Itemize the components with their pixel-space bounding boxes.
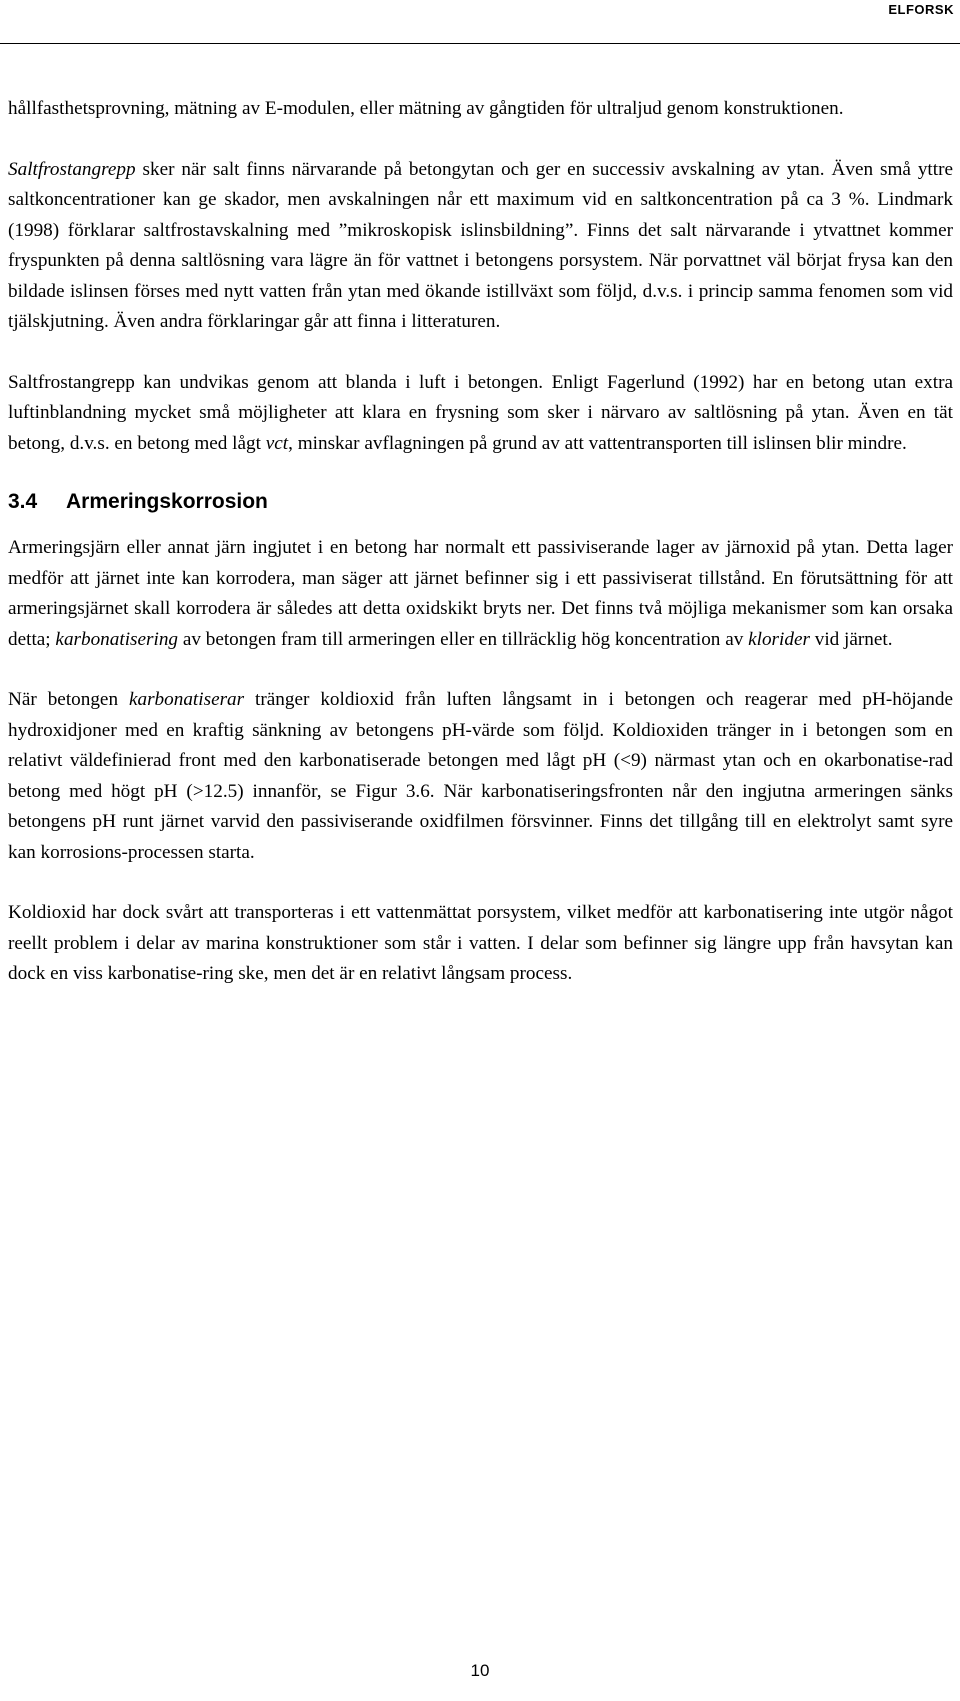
section-number: 3.4	[8, 490, 38, 513]
section-heading	[8, 487, 953, 517]
paragraph-text: av betongen fram till armeringen eller en tillräcklig hög koncentration av	[178, 628, 749, 650]
term-klorider: klorider	[748, 628, 810, 650]
page-number: 10	[470, 1661, 490, 1680]
paragraph-text: sker när salt finns närvarande på betongytan och ger en successiv avskalning av ytan. Även små yttre saltkoncentrationer kan ge skador, men avskalningen når ett maximum vid en saltkoncentration på ca 3 %. Lindmark (1998) förklarar saltfrostavskalning med ”mikroskopisk islinsbildning”. Finns det salt närvarande i ytvattnet kommer fryspunkten på denna saltlösning vara lägre än för vattnet i betongens porsystem. När porvattnet väl börjat frysa kan den bildade islinsen förses med nytt vatten från ytan med ökande istillväxt som följd, d.v.s. i princip samma fenomen som vid tjälskjutning. Även andra förklaringar går att finna i litteraturen.	[8, 158, 953, 332]
term-saltfrostangrepp: Saltfrostangrepp	[8, 158, 136, 180]
paragraph-text: Saltfrostangrepp kan undvikas genom att blanda i luft i betongen. Enligt Fagerlund (1992) har en betong utan extra luftinblandning mycket små möjligheter att klara en frysning som sker i närvaro av saltlösning på ytan. Även en tät betong, d.v.s. en betong med lågt	[8, 371, 953, 454]
paragraph-prevention	[8, 368, 953, 460]
paragraph-continuation: hållfasthetsprovning, mätning av E-modulen, eller mätning av gångtiden för ultraljud genom konstruktionen.	[8, 98, 844, 119]
paragraph-karbonatiserar	[8, 685, 953, 868]
paragraph-text: Armeringsjärn eller annat järn ingjutet i en betong har normalt ett passiviserande lager av järnoxid på ytan. Detta lager medför att järnet inte kan korrodera, man säger att järnet befinner sig i ett passiviserat tillstånd. En förutsättning för att armeringsjärnet skall korrodera är således att detta oxidskikt bryts ner. Det finns två möjliga mekanismer som kan orsaka detta;	[8, 537, 953, 650]
document-body	[8, 94, 953, 990]
header-logo: ELFORSK	[888, 2, 954, 17]
term-vct: vct	[265, 432, 289, 454]
paragraph-koldioxid: Koldioxid har dock svårt att transporteras i ett vattenmättat porsystem, vilket medför att karbonatisering inte utgör något reellt problem i delar av marina konstruktioner som står i vatten. I delar som befinner sig längre upp från havsytan kan dock en viss karbonatise-ring ske, men det är en relativt långsam process.	[8, 902, 953, 984]
term-karbonatiserar: karbonatiserar	[128, 689, 245, 710]
paragraph-text: , minskar avflagningen på grund av att vattentransporten till islinsen blir mindre.	[288, 432, 907, 454]
paragraph-armering	[8, 533, 953, 655]
paragraph-saltfrostangrepp	[8, 155, 953, 338]
paragraph-text: vid järnet.	[809, 628, 893, 650]
paragraph-text: tränger koldioxid från luften långsamt in i betongen och reagerar med pH-höjande hydroxidjoner med en kraftig sänkning av betongens pH-värde som följd. Koldioxiden tränger in i betongen som en relativt väldefinierad front med den karbonatiserade betongen med lågt pH (<9) närmast ytan och en okarbonatise-rad betong med högt pH (>12.5) innanför, se Figur 3.6. När karbonatiseringsfronten når den ingjutna armeringen sänks betongens pH runt järnet varvid den passiviserande oxidfilmen försvinner. Finns det tillgång till en elektrolyt samt syre kan korrosions-processen starta.	[8, 689, 953, 863]
paragraph-text: När betongen	[8, 689, 129, 710]
section-title: Armeringskorrosion	[66, 490, 268, 513]
term-karbonatisering: karbonatisering	[55, 628, 179, 650]
header-divider	[0, 43, 960, 44]
